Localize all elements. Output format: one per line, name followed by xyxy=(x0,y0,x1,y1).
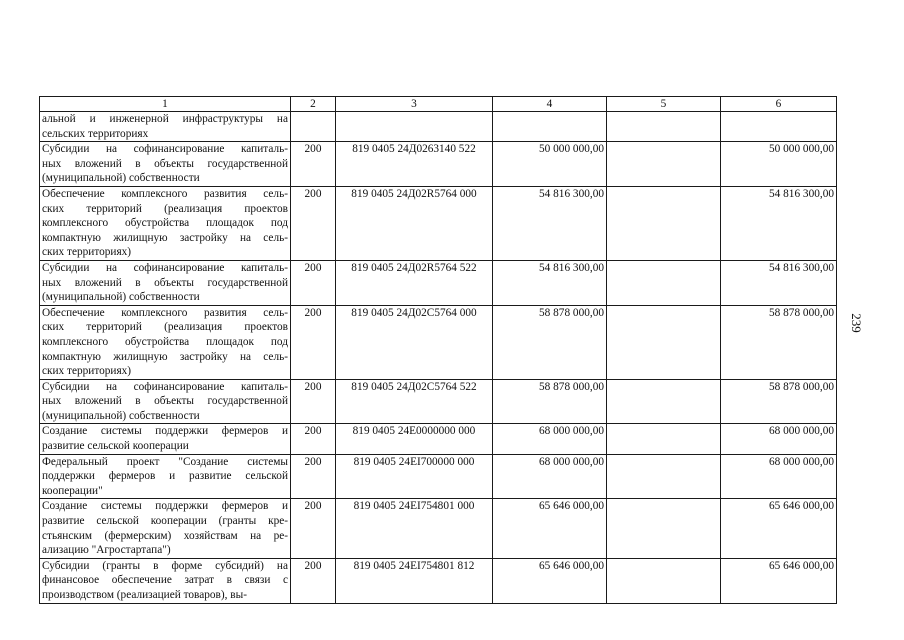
row-name-line: ализацию "Агростартапа") xyxy=(42,544,171,557)
row-vr-cell: 200 xyxy=(291,142,336,187)
row-vr-cell: 200 xyxy=(291,424,336,454)
table-row xyxy=(40,424,837,454)
row-vr-cell: 200 xyxy=(291,379,336,424)
row-name-line: сельских территориях xyxy=(42,127,149,140)
page-number: 239 xyxy=(849,313,864,333)
row-amount-col6: 54 816 300,00 xyxy=(721,186,837,260)
row-amount-col6: 65 646 000,00 xyxy=(721,499,837,558)
row-name-line: поддержки фермеров и развитие сельской xyxy=(42,470,288,483)
row-amount-col4: 65 646 000,00 xyxy=(493,499,607,558)
table-row xyxy=(40,379,837,424)
row-name-line: производством (реализацией товаров), вы- xyxy=(42,589,247,601)
row-amount-col5 xyxy=(607,454,721,499)
row-code-cell: 819 0405 24EI754801 812 xyxy=(336,558,493,603)
table-row xyxy=(40,499,837,558)
table-row xyxy=(40,112,837,142)
row-amount-col5 xyxy=(607,379,721,424)
row-name-cell xyxy=(40,260,291,305)
row-amount-col5 xyxy=(607,112,721,142)
row-name-cell xyxy=(40,186,291,260)
row-name-line: альной и инженерной инфраструктуры на xyxy=(42,113,288,125)
row-amount-col5 xyxy=(607,424,721,454)
row-name-line: Субсидии на софинансирование капиталь- xyxy=(42,380,288,393)
row-code-cell xyxy=(336,112,493,142)
row-vr-cell: 200 xyxy=(291,454,336,499)
row-amount-col4: 54 816 300,00 xyxy=(493,186,607,260)
row-amount-col4 xyxy=(493,112,607,142)
row-name-cell xyxy=(40,142,291,187)
row-name-line: ских территорий (реализация проектов xyxy=(42,321,288,334)
row-amount-col6: 50 000 000,00 xyxy=(721,142,837,187)
row-name-line: Создание системы поддержки фермеров и xyxy=(42,500,288,513)
row-amount-col5 xyxy=(607,260,721,305)
row-name-line: Субсидии (гранты в форме субсидий) на xyxy=(42,559,288,572)
table-row xyxy=(40,142,837,187)
row-code-cell: 819 0405 24E0000000 000 xyxy=(336,424,493,454)
row-name-cell xyxy=(40,424,291,454)
row-name-line: компактную жилищную застройку на сель- xyxy=(42,350,288,363)
row-vr-cell xyxy=(291,112,336,142)
table-header-row xyxy=(40,97,837,112)
column-header-5: 5 xyxy=(607,97,721,112)
row-code-cell: 819 0405 24Д02R5764 000 xyxy=(336,186,493,260)
row-code-cell: 819 0405 24EI700000 000 xyxy=(336,454,493,499)
row-name-line: ных вложений в объекты государственной xyxy=(42,395,288,408)
column-header-4: 4 xyxy=(493,97,607,112)
row-vr-cell: 200 xyxy=(291,186,336,260)
budget-table xyxy=(39,96,837,604)
row-amount-col6: 58 878 000,00 xyxy=(721,305,837,379)
row-name-line: ных вложений в объекты государственной xyxy=(42,276,288,289)
row-name-line: развитие сельской кооперации xyxy=(42,440,189,453)
row-vr-cell: 200 xyxy=(291,305,336,379)
row-name-line: кооперации" xyxy=(42,484,103,497)
row-amount-col6: 65 646 000,00 xyxy=(721,558,837,603)
row-vr-cell: 200 xyxy=(291,260,336,305)
row-vr-cell: 200 xyxy=(291,499,336,558)
row-amount-col6: 54 816 300,00 xyxy=(721,260,837,305)
column-header-3: 3 xyxy=(336,97,493,112)
row-amount-col4: 58 878 000,00 xyxy=(493,305,607,379)
row-amount-col6: 68 000 000,00 xyxy=(721,424,837,454)
row-name-line: ских территорий (реализация проектов xyxy=(42,202,288,215)
row-name-cell xyxy=(40,112,291,142)
row-amount-col6: 68 000 000,00 xyxy=(721,454,837,499)
row-code-cell: 819 0405 24EI754801 000 xyxy=(336,499,493,558)
row-name-cell xyxy=(40,499,291,558)
row-code-cell: 819 0405 24Д02R5764 522 xyxy=(336,260,493,305)
row-name-line: (муниципальной) собственности xyxy=(42,409,200,422)
row-vr-cell: 200 xyxy=(291,558,336,603)
row-amount-col5 xyxy=(607,186,721,260)
row-name-line: стьянским (фермерским) хозяйствам на ре- xyxy=(42,529,288,542)
row-name-line: комплексного обустройства площадок под xyxy=(42,217,288,230)
row-amount-col4: 68 000 000,00 xyxy=(493,424,607,454)
row-code-cell: 819 0405 24Д02С5764 000 xyxy=(336,305,493,379)
row-amount-col5 xyxy=(607,499,721,558)
row-amount-col4: 65 646 000,00 xyxy=(493,558,607,603)
row-amount-col4: 68 000 000,00 xyxy=(493,454,607,499)
table-row xyxy=(40,260,837,305)
row-amount-col5 xyxy=(607,142,721,187)
row-name-cell xyxy=(40,379,291,424)
row-name-line: (муниципальной) собственности xyxy=(42,291,200,304)
column-header-2: 2 xyxy=(291,97,336,112)
row-name-line: Субсидии на софинансирование капиталь- xyxy=(42,143,288,156)
column-header-1: 1 xyxy=(40,97,291,112)
row-amount-col4: 50 000 000,00 xyxy=(493,142,607,187)
row-name-line: ных вложений в объекты государственной xyxy=(42,157,288,170)
table-row xyxy=(40,305,837,379)
row-name-line: (муниципальной) собственности xyxy=(42,172,200,185)
row-name-line: Обеспечение комплексного развития сель- xyxy=(42,187,288,200)
row-name-line: Субсидии на софинансирование капиталь- xyxy=(42,261,288,274)
row-name-line: комплексного обустройства площадок под xyxy=(42,335,288,348)
row-name-cell xyxy=(40,558,291,603)
row-name-line: финансовое обеспечение затрат в связи с xyxy=(42,574,288,587)
table-body xyxy=(40,112,837,604)
row-amount-col6: 58 878 000,00 xyxy=(721,379,837,424)
row-code-cell: 819 0405 24Д02С5764 522 xyxy=(336,379,493,424)
row-name-line: ских территориях) xyxy=(42,365,132,378)
row-name-line: ских территориях) xyxy=(42,246,132,259)
row-name-line: Обеспечение комплексного развития сель- xyxy=(42,306,288,319)
row-name-line: Федеральный проект "Создание системы xyxy=(42,455,288,468)
row-name-line: Создание системы поддержки фермеров и xyxy=(42,425,288,438)
row-amount-col5 xyxy=(607,558,721,603)
table-row xyxy=(40,186,837,260)
row-name-cell xyxy=(40,305,291,379)
table-row xyxy=(40,558,837,603)
row-amount-col4: 58 878 000,00 xyxy=(493,379,607,424)
table-row xyxy=(40,454,837,499)
row-code-cell: 819 0405 24Д0263140 522 xyxy=(336,142,493,187)
row-name-line: компактную жилищную застройку на сель- xyxy=(42,231,288,244)
row-name-line: развитие сельской кооперации (гранты кре- xyxy=(42,515,288,528)
column-header-6: 6 xyxy=(721,97,837,112)
row-name-cell xyxy=(40,454,291,499)
row-amount-col4: 54 816 300,00 xyxy=(493,260,607,305)
row-amount-col6 xyxy=(721,112,837,142)
row-amount-col5 xyxy=(607,305,721,379)
